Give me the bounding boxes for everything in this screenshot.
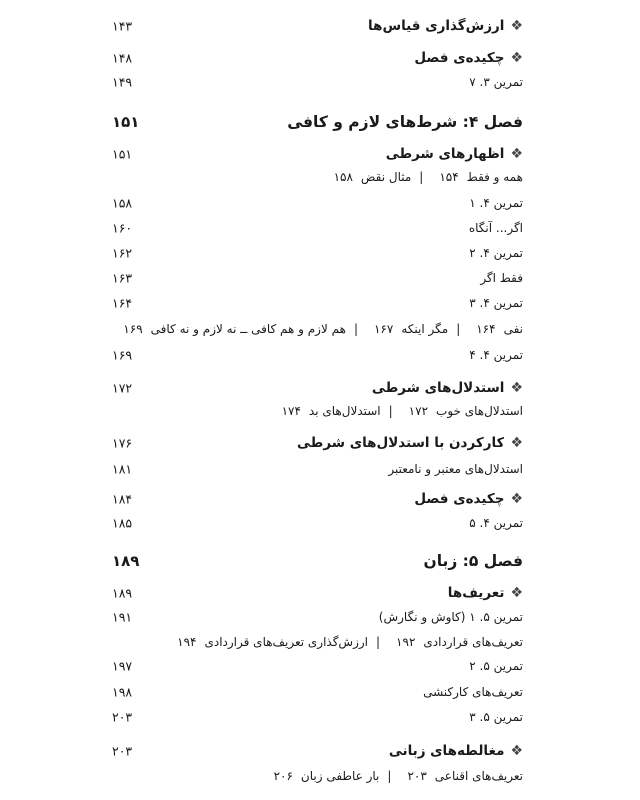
toc-entry-sub bbox=[112, 268, 523, 288]
toc-entry-title: کارکردن با استدلال‌های شرطی bbox=[296, 435, 505, 451]
toc-page-number: ۱۹۸ bbox=[112, 684, 133, 700]
toc-entry-title: فقط اگر bbox=[480, 271, 523, 285]
separator: | bbox=[456, 322, 461, 336]
toc-page-number: ۱۵۱ bbox=[112, 146, 133, 162]
toc-entry-title: اظهارهای شرطی bbox=[385, 146, 505, 162]
toc-inline-items bbox=[112, 769, 523, 783]
toc-inline-page-number: ۱۹۲ bbox=[396, 635, 416, 649]
toc-entry-sub bbox=[112, 193, 523, 213]
toc-page-number: ۱۸۴ bbox=[112, 491, 133, 507]
toc-entry-section bbox=[112, 489, 523, 509]
toc-inline-items bbox=[112, 322, 523, 336]
toc-page-number: ۱۴۳ bbox=[112, 18, 133, 34]
separator: | bbox=[419, 170, 424, 184]
toc-page-number: ۱۸۱ bbox=[112, 461, 133, 477]
toc-entry-title: چکیده‌ی فصل bbox=[414, 50, 505, 66]
toc-entry-title: استدلال‌های معتبر و نامعتبر bbox=[388, 462, 523, 476]
toc-entry-title: تمرین ۵. ۱ (کاوش و نگارش) bbox=[378, 610, 523, 624]
toc-entry-title: تمرین ۴. ۳ bbox=[469, 296, 523, 310]
separator: | bbox=[388, 404, 393, 418]
toc-entry-title: تمرین ۵. ۳ bbox=[469, 710, 523, 724]
toc-page-number: ۲۰۳ bbox=[112, 743, 133, 759]
toc-entry-title: تمرین ۴. ۱ bbox=[469, 196, 523, 210]
toc-page-number: ۱۸۹ bbox=[112, 585, 133, 601]
toc-inline-page-number: ۱۷۴ bbox=[281, 404, 301, 418]
toc-inline-page-number: ۲۰۶ bbox=[273, 769, 293, 783]
toc-page-number: ۱۶۳ bbox=[112, 270, 133, 286]
diamond-bullet-icon: ❖ bbox=[510, 743, 523, 759]
toc-inline-title: تعریف‌های قراردادی bbox=[423, 635, 523, 649]
diamond-bullet-icon: ❖ bbox=[510, 491, 523, 507]
toc-entry-sub bbox=[112, 345, 523, 365]
toc-entry-section bbox=[112, 741, 523, 761]
diamond-bullet-icon: ❖ bbox=[510, 18, 523, 34]
toc-page-number: ۱۹۷ bbox=[112, 658, 133, 674]
toc-entry-section bbox=[112, 144, 523, 164]
toc-inline-title: تعریف‌های اقناعی bbox=[434, 769, 523, 783]
toc-page-number: ۱۸۹ bbox=[112, 552, 140, 570]
toc-entry-sub bbox=[112, 243, 523, 263]
toc-entry-inline bbox=[112, 319, 523, 339]
toc-inline-page-number: ۱۹۴ bbox=[177, 635, 197, 649]
toc-entry-sub bbox=[112, 459, 523, 479]
toc-inline-items bbox=[112, 404, 523, 418]
toc-entry-section bbox=[112, 583, 523, 603]
toc-entry-title: چکیده‌ی فصل bbox=[414, 491, 505, 507]
toc-page-number: ۱۴۸ bbox=[112, 50, 133, 66]
toc-inline-page-number: ۱۷۲ bbox=[408, 404, 429, 418]
toc-page-number: ۱۶۲ bbox=[112, 245, 133, 261]
toc-entry-sub bbox=[112, 72, 523, 92]
toc-page-number: ۱۶۹ bbox=[112, 347, 133, 363]
toc-entry-section bbox=[112, 48, 523, 68]
toc-entry-inline bbox=[112, 766, 523, 786]
toc-entry-title: تمرین ۴. ۴ bbox=[469, 348, 523, 362]
diamond-bullet-icon: ❖ bbox=[510, 585, 523, 601]
toc-inline-title: استدلال‌های بد bbox=[308, 404, 381, 418]
toc-entry-title: تمرین ۵. ۲ bbox=[469, 659, 523, 673]
toc-page-number: ۲۰۳ bbox=[112, 709, 133, 725]
toc-page-number: ۱۴۹ bbox=[112, 74, 133, 90]
toc-entry-sub bbox=[112, 607, 523, 627]
toc-entry-sub bbox=[112, 707, 523, 727]
toc-entry-inline bbox=[112, 632, 523, 652]
toc-inline-title: ارزش‌گذاری تعریف‌های قراردادی bbox=[204, 635, 368, 649]
toc-entry-sub bbox=[112, 682, 523, 702]
toc-entry-chapter bbox=[112, 551, 523, 571]
toc-page-number: ۱۷۲ bbox=[112, 380, 133, 396]
toc-entry-chapter bbox=[112, 112, 523, 132]
toc-inline-page-number: ۱۵۴ bbox=[439, 170, 459, 184]
toc-page-number: ۱۸۵ bbox=[112, 515, 133, 531]
toc-entry-inline bbox=[112, 401, 523, 421]
toc-entry-title: تمرین ۳. ۷ bbox=[469, 75, 523, 89]
diamond-bullet-icon: ❖ bbox=[510, 435, 523, 451]
toc-entry-title: تمرین ۴. ۲ bbox=[469, 246, 523, 260]
toc-entry-title: اگر... آنگاه bbox=[468, 221, 523, 235]
toc-inline-page-number: ۱۶۹ bbox=[123, 322, 143, 336]
toc-entry-title: تمرین ۴. ۵ bbox=[469, 516, 523, 530]
toc-entry-section bbox=[112, 16, 523, 36]
toc-entry-sub bbox=[112, 656, 523, 676]
toc-entry-title: فصل ۴: شرط‌های لازم و کافی bbox=[287, 113, 523, 131]
toc-inline-page-number: ۱۶۷ bbox=[373, 322, 394, 336]
diamond-bullet-icon: ❖ bbox=[510, 146, 523, 162]
toc-page-number: ۱۹۱ bbox=[112, 609, 133, 625]
toc-inline-title: همه و فقط bbox=[466, 170, 523, 184]
toc-entry-title: مغالطه‌های زبانی bbox=[388, 743, 505, 759]
toc-inline-title: بار عاطفی زبان bbox=[300, 769, 380, 783]
toc-inline-title: مثال نقض bbox=[360, 170, 412, 184]
toc-entry-title: استدلال‌های شرطی bbox=[371, 380, 505, 396]
toc-inline-page-number: ۱۶۴ bbox=[476, 322, 496, 336]
toc-page-number: ۱۵۱ bbox=[112, 113, 140, 131]
diamond-bullet-icon: ❖ bbox=[510, 50, 523, 66]
separator: | bbox=[387, 769, 392, 783]
toc-inline-items bbox=[112, 635, 523, 649]
toc-inline-page-number: ۱۵۸ bbox=[333, 170, 353, 184]
diamond-bullet-icon: ❖ bbox=[510, 380, 523, 396]
toc-inline-items bbox=[112, 170, 523, 184]
toc-inline-page-number: ۲۰۳ bbox=[407, 769, 427, 783]
toc-inline-title: مگر اینکه bbox=[401, 322, 449, 336]
toc-entry-section bbox=[112, 433, 523, 453]
toc-inline-title: نفی bbox=[503, 322, 523, 336]
toc-entry-title: تعریف‌های کارکنشی bbox=[423, 685, 523, 699]
toc-entry-sub bbox=[112, 513, 523, 533]
toc-page-number: ۱۶۴ bbox=[112, 295, 133, 311]
toc-entry-sub bbox=[112, 218, 523, 238]
toc-inline-title: استدلال‌های خوب bbox=[436, 404, 523, 418]
toc-entry-title: تعریف‌ها bbox=[447, 585, 505, 601]
toc-page-number: ۱۶۰ bbox=[112, 220, 133, 236]
toc-inline-title: هم لازم و هم کافی ــ نه لازم و نه کافی bbox=[150, 322, 346, 336]
separator: | bbox=[353, 322, 358, 336]
toc-page-number: ۱۵۸ bbox=[112, 195, 133, 211]
toc-entry-sub bbox=[112, 293, 523, 313]
separator: | bbox=[376, 635, 381, 649]
toc-entry-title: فصل ۵: زبان bbox=[423, 552, 523, 570]
toc-entry-inline bbox=[112, 167, 523, 187]
toc-entry-section bbox=[112, 378, 523, 398]
toc-page-number: ۱۷۶ bbox=[112, 435, 133, 451]
toc-entry-title: ارزش‌گذاری قیاس‌ها bbox=[368, 18, 505, 34]
